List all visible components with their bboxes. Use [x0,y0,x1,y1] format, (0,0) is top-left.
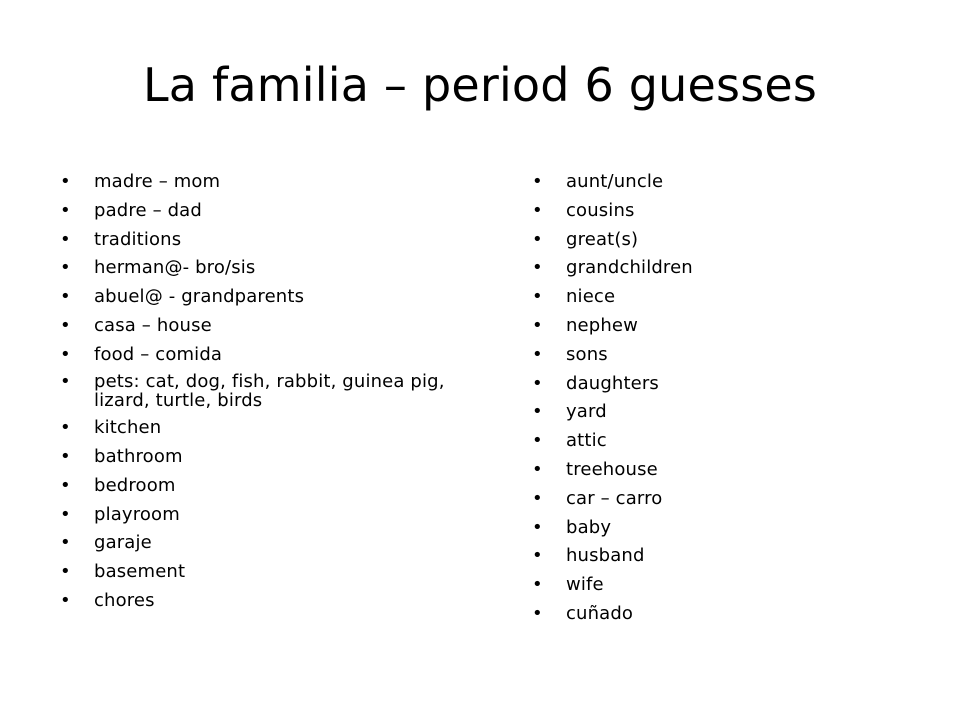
list-item [60,416,490,440]
bullet-icon: • [60,314,71,336]
list-item [60,228,490,252]
list-item [60,285,490,309]
list-item-text: traditions [94,228,182,250]
list-item-text: bedroom [94,474,176,496]
bullet-icon: • [532,545,543,567]
bullet-icon: • [532,343,543,365]
list-item [60,445,490,469]
list-item [532,228,912,252]
list-item [532,256,912,280]
list-item-text: bathroom [94,445,183,467]
bullet-icon: • [60,445,71,467]
list-item-text: abuel@ - grandparents [94,286,305,308]
right-bullet-list [532,170,912,631]
bullet-icon: • [532,574,543,596]
bullet-icon: • [532,257,543,279]
bullet-icon: • [60,561,71,583]
bullet-icon: • [60,532,71,554]
list-item-text: basement [94,561,186,583]
list-item-text: daughters [566,372,659,394]
list-item [60,372,490,410]
list-item-text: attic [566,430,607,452]
bullet-icon: • [532,286,543,308]
left-bullet-list [60,170,490,618]
bullet-icon: • [532,401,543,423]
bullet-icon: • [60,589,71,611]
list-item [532,602,912,626]
list-item [60,560,490,584]
bullet-icon: • [60,503,71,525]
list-item-text: grandchildren [566,257,693,279]
list-item [532,429,912,453]
list-item-text: cousins [566,199,635,221]
list-item [60,256,490,280]
list-item-text: herman@- bro/sis [94,257,256,279]
list-item [532,285,912,309]
list-item-text: casa – house [94,314,212,336]
bullet-icon: • [60,474,71,496]
list-item-text: great(s) [566,228,639,250]
list-item-text: chores [94,589,155,611]
list-item [60,474,490,498]
list-item-text: car – carro [566,487,663,509]
list-item-text: niece [566,286,616,308]
list-item-text: baby [566,516,612,538]
list-item-text: wife [566,574,604,596]
bullet-icon: • [532,458,543,480]
list-item-text: playroom [94,503,180,525]
list-item [60,503,490,527]
list-item [532,343,912,367]
bullet-icon: • [532,430,543,452]
list-item [60,199,490,223]
list-item-text: yard [566,401,607,423]
bullet-icon: • [60,343,71,365]
list-item [532,487,912,511]
bullet-icon: • [532,516,543,538]
bullet-icon: • [60,199,71,221]
list-item-text: husband [566,545,645,567]
list-item-text: madre – mom [94,171,221,192]
slide-title: La familia – period 6 guesses [142,58,818,112]
bullet-icon: • [532,314,543,336]
list-item-text: nephew [566,314,639,336]
list-item-text: aunt/uncle [566,171,664,192]
list-item-text: sons [566,343,608,365]
bullet-icon: • [60,286,71,308]
list-item [532,573,912,597]
bullet-icon: • [532,171,543,192]
list-item [532,372,912,396]
bullet-icon: • [532,199,543,221]
list-item [532,458,912,482]
bullet-icon: • [60,370,71,392]
bullet-icon: • [532,228,543,250]
list-item [532,170,912,194]
list-item-text: treehouse [566,458,658,480]
list-item [532,544,912,568]
list-item [532,400,912,424]
list-item [532,199,912,223]
list-item [60,589,490,613]
bullet-icon: • [532,487,543,509]
bullet-icon: • [60,228,71,250]
list-item-text: food – comida [94,343,223,365]
bullet-icon: • [60,417,71,439]
list-item-text: cuñado [566,602,634,624]
bullet-icon: • [532,372,543,394]
list-item [532,516,912,540]
list-item [60,314,490,338]
bullet-icon: • [60,171,71,192]
list-item [532,314,912,338]
bullet-icon: • [532,602,543,624]
list-item-text: padre – dad [94,199,202,221]
list-item-text: pets: cat, dog, fish, rabbit, guinea pig, lizard, turtle, birds [94,370,445,411]
list-item [60,343,490,367]
list-item [60,170,490,194]
bullet-icon: • [60,257,71,279]
list-item [60,531,490,555]
list-item-text: kitchen [94,417,162,439]
list-item-text: garaje [94,532,152,554]
